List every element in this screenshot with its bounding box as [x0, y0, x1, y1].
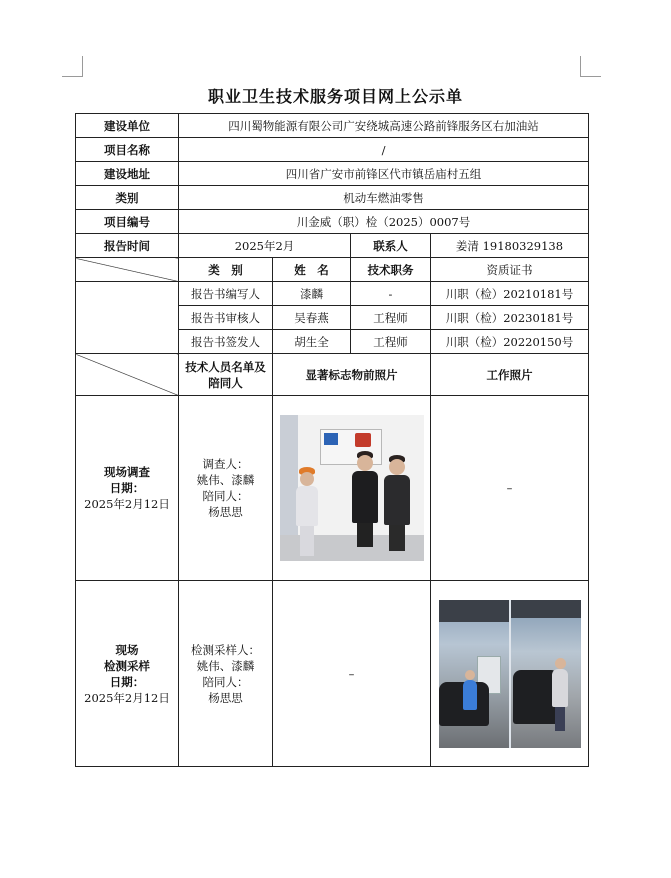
- row-project-name: [76, 138, 589, 162]
- photo-canopy: [439, 600, 509, 622]
- staff-cert: 川职（检）20210181号: [431, 282, 589, 306]
- staff-role: 报告书编写人: [179, 282, 273, 306]
- row-category: [76, 186, 589, 210]
- unit-value: 四川蜀物能源有限公司广安绕城高速公路前锋服务区右加油站: [179, 114, 589, 138]
- photo-header-people: 技术人员名单及陪同人: [179, 354, 273, 396]
- row-unit: [76, 114, 589, 138]
- staff-name: 吴春燕: [273, 306, 351, 330]
- staff-role: 报告书签发人: [179, 330, 273, 354]
- address-label: 建设地址: [76, 162, 179, 186]
- photo-header-row: [76, 354, 589, 396]
- sampling-people-4: 杨思思: [208, 690, 243, 705]
- work-photo: [439, 600, 581, 748]
- unit-label: 建设单位: [76, 114, 179, 138]
- staff-header-name: 姓 名: [273, 258, 351, 282]
- survey-row: [76, 396, 589, 581]
- staff-blank-cell: [76, 282, 179, 354]
- landmark-photo: [280, 415, 424, 561]
- row-report-time: [76, 234, 589, 258]
- sampling-people-3: 陪同人：: [202, 674, 249, 689]
- sampling-work-photo-cell: [431, 581, 589, 767]
- staff-title: 工程师: [351, 306, 431, 330]
- survey-work-photo-cell: –: [431, 396, 589, 581]
- row-project-no: [76, 210, 589, 234]
- survey-label-2: 日期：: [109, 481, 145, 495]
- contact-value: 姜清 19180329138: [431, 234, 589, 258]
- category-value: 机动车燃油零售: [179, 186, 589, 210]
- page-title: 职业卫生技术服务项目网上公示单: [207, 87, 463, 106]
- diagonal-cell: [76, 258, 179, 282]
- staff-name: 胡生全: [273, 330, 351, 354]
- sampling-label-3: 日期：: [109, 674, 145, 689]
- contact-label: 联系人: [351, 234, 431, 258]
- project-name-value: /: [179, 138, 589, 162]
- report-time-value: 2025年2月: [179, 234, 351, 258]
- staff-header-category: 类 别: [179, 258, 273, 282]
- staff-header-title: 技术职务: [351, 258, 431, 282]
- project-no-label: 项目编号: [76, 210, 179, 234]
- work-photo-left: [439, 600, 509, 748]
- sampling-row: [76, 581, 589, 767]
- staff-title: 工程师: [351, 330, 431, 354]
- category-label: 类别: [76, 186, 179, 210]
- corner-mark-left: [62, 56, 83, 77]
- sampling-people-1: 检测采样人：: [191, 642, 260, 657]
- survey-people-2: 姚伟、漆麟: [196, 473, 255, 487]
- address-value: 四川省广安市前锋区代市镇岳庙村五组: [179, 162, 589, 186]
- survey-people-1: 调查人：: [202, 457, 249, 471]
- sampling-people-cell: [179, 581, 273, 767]
- row-address: [76, 162, 589, 186]
- sampling-landmark-photo-cell: –: [273, 581, 431, 767]
- staff-role: 报告书审核人: [179, 306, 273, 330]
- photo-sign-red: [355, 433, 371, 447]
- survey-date: 2025年2月12日: [84, 497, 170, 511]
- staff-cert: 川职（检）20230181号: [431, 306, 589, 330]
- survey-people-4: 杨思思: [208, 505, 243, 519]
- sampling-label-2: 检测采样: [104, 658, 150, 673]
- corner-mark-right: [580, 56, 601, 77]
- work-photo-right: [511, 600, 581, 748]
- staff-header-cert: 资质证书: [431, 258, 589, 282]
- sampling-date: 2025年2月12日: [84, 690, 170, 705]
- table-row: [76, 282, 589, 306]
- diagonal-cell: [76, 354, 179, 396]
- staff-name: 漆麟: [273, 282, 351, 306]
- notice-table: [75, 113, 589, 767]
- survey-label-1: 现场调查: [104, 465, 150, 479]
- report-time-label: 报告时间: [76, 234, 179, 258]
- staff-cert: 川职（检）20220150号: [431, 330, 589, 354]
- photo-header-work: 工作照片: [431, 354, 589, 396]
- survey-label-cell: [76, 396, 179, 581]
- sampling-label-cell: [76, 581, 179, 767]
- staff-header-row: [76, 258, 589, 282]
- sampling-people-2: 姚伟、漆麟: [196, 658, 255, 673]
- photo-canopy: [511, 600, 581, 618]
- staff-title: -: [351, 282, 431, 306]
- photo-header-landmark: 显著标志物前照片: [273, 354, 431, 396]
- sampling-label-1: 现场: [115, 642, 139, 657]
- project-no-value: 川金威（职）检（2025）0007号: [179, 210, 589, 234]
- photo-sign-blue: [324, 433, 338, 445]
- survey-people-3: 陪同人：: [202, 489, 249, 503]
- project-name-label: 项目名称: [76, 138, 179, 162]
- survey-landmark-photo-cell: [273, 396, 431, 581]
- survey-people-cell: [179, 396, 273, 581]
